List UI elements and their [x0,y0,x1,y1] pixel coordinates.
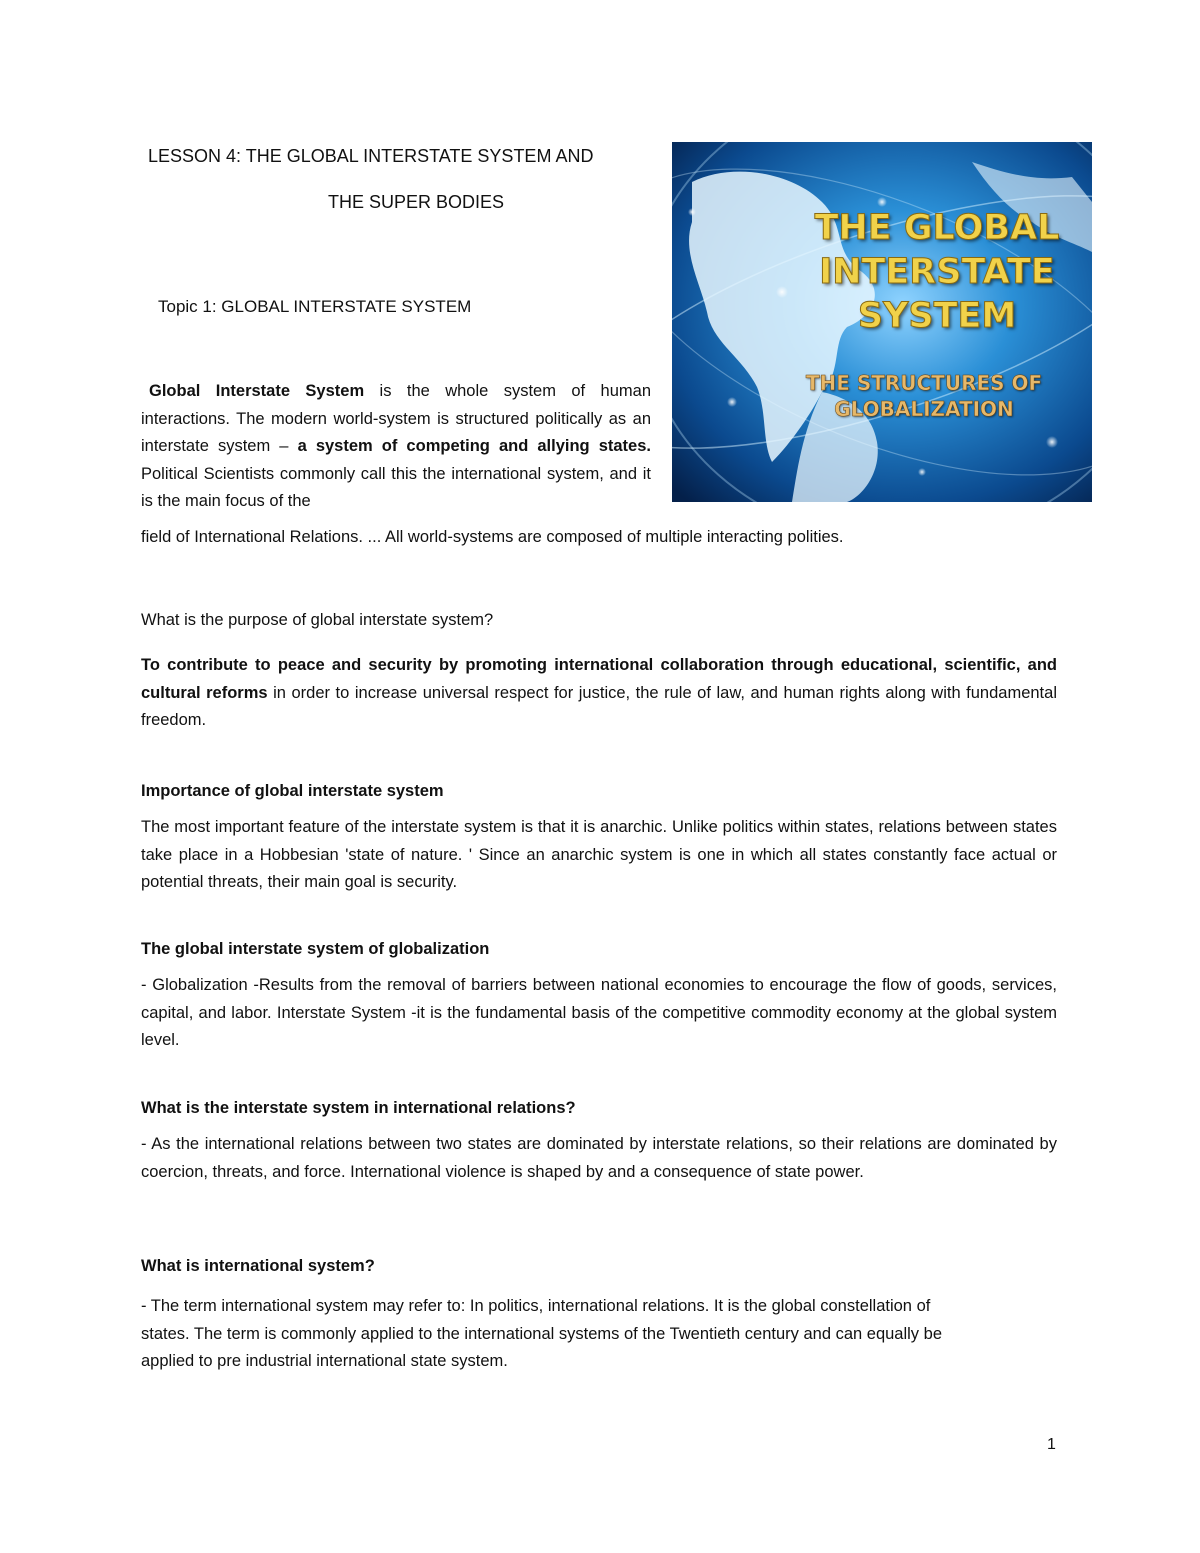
intro-text-1: is the whole system of human interactions. The modern world-system is structured politically as an interstate system – [141,382,651,455]
purpose-question: What is the purpose of global interstate system? [141,611,494,629]
international-relations-heading: What is the interstate system in international relations? [141,1099,576,1117]
international-relations-text: - As the international relations between two states are dominated by interstate relations, so their relations are dominated by coercion, threats, and force. International violence is shaped by and a consequence of state power. [141,1135,1057,1181]
purpose-answer-text: in order to increase universal respect for justice, the rule of law, and human rights along with fundamental freedom. [141,683,1057,729]
globalization-text: - Globalization -Results from the removal of barriers between national economies to encourage the flow of goods, services, capital, and labor. Interstate System -it is the fundamental basis of the competitive commodity economy at the global system level. [141,976,1057,1049]
page-number: 1 [1047,1436,1056,1453]
importance-heading: Importance of global interstate system [141,782,444,800]
purpose-answer-bold: To contribute to peace and security by promoting international collaboration through educational, scientific, and cultural reforms [141,656,1057,702]
image-title: THE GLOBAL INTERSTATE SYSTEM [814,208,1060,336]
international-system-heading: What is international system? [141,1257,375,1275]
intro-bold-term: Global Interstate System [149,382,365,400]
intro-bold-phrase: a system of competing and allying states. [297,437,651,455]
intro-paragraph [141,378,651,516]
lesson-title-line2: THE SUPER BODIES [328,192,505,212]
international-system-text: - The term international system may refer to: In politics, international relations. It is the global constellation of states. The term is commonly applied to the international systems of the Twentieth century and can equally be applied to pre industrial international state system. [141,1297,942,1370]
globe-image [672,142,1092,502]
importance-text: The most important feature of the interstate system is that it is anarchic. Unlike politics within states, relations between states take place in a Hobbesian 'state of nature. ' Since an anarchic system is one in which all states constantly face actual or potential threats, their main goal is security. [141,818,1057,891]
topic-heading: Topic 1: GLOBAL INTERSTATE SYSTEM [158,297,472,316]
image-subtitle: THE STRUCTURES OF GLOBALIZATION [805,371,1043,421]
intro-text-2: Political Scientists commonly call this the international system, and it is the main focus of the [141,464,651,510]
lesson-title-line1: LESSON 4: THE GLOBAL INTERSTATE SYSTEM AND [148,146,594,166]
globalization-heading: The global interstate system of globalization [141,940,490,958]
intro-paragraph-tail: field of International Relations. ... All world-systems are composed of multiple interacting polities. [141,528,844,546]
purpose-answer [141,652,1057,735]
